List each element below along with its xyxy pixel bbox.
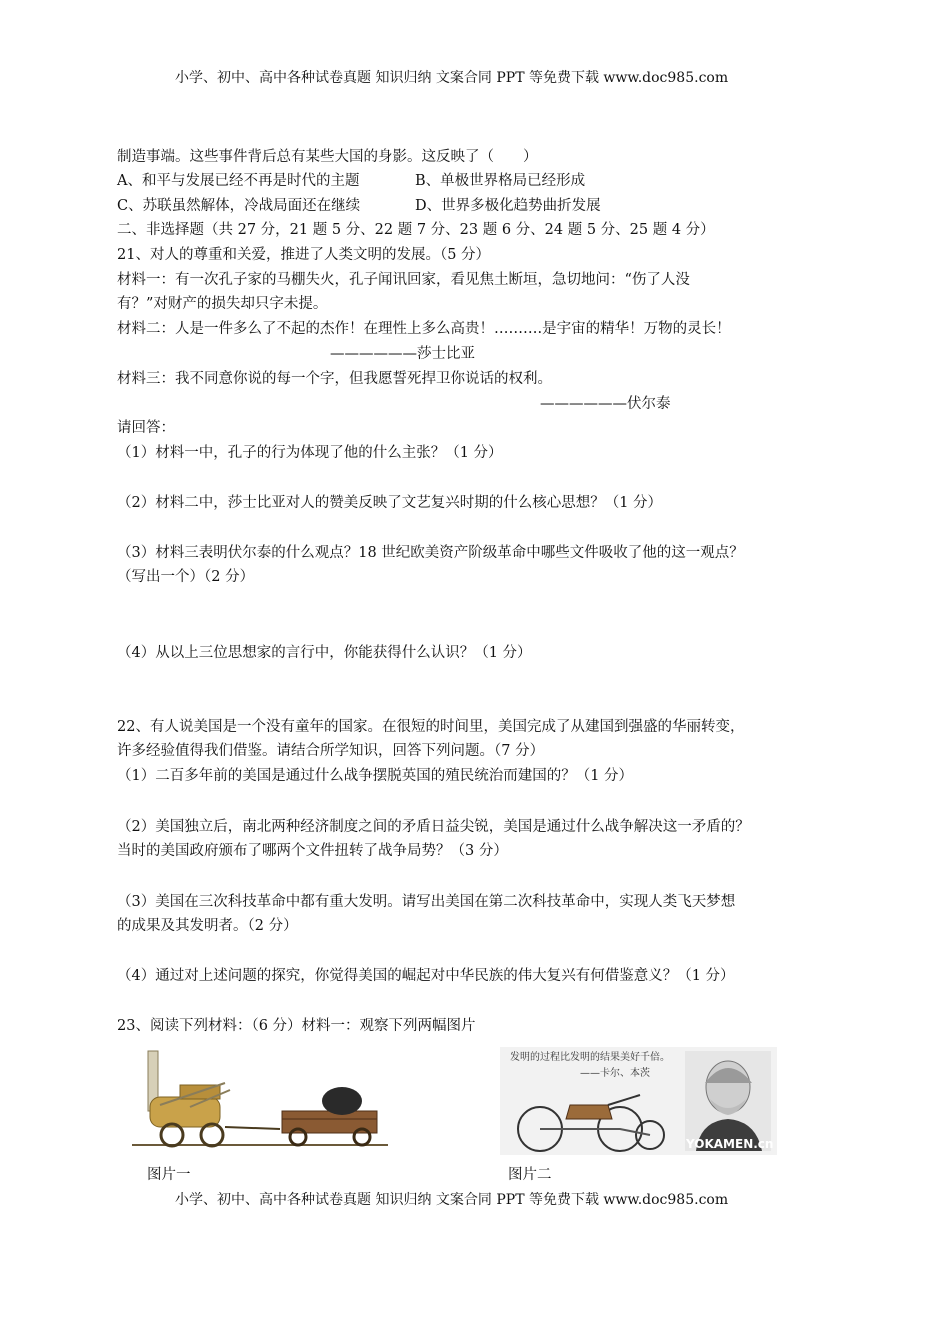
q21-material3: 材料三：我不同意你说的每一个字，但我愿誓死捍卫你说话的权利。 <box>117 371 552 387</box>
benz-quote: 发明的过程比发明的结果美好千倍。 <box>510 1052 670 1063</box>
q20-option-b: B、单极世界格局已经形成 <box>415 173 586 189</box>
q20-stem: 制造事端。这些事件背后总有某些大国的身影。这反映了（ ） <box>117 149 538 165</box>
q23-title: 23、阅读下列材料：（6 分）材料一：观察下列两幅图片 <box>117 1018 476 1034</box>
q21-sub1: （1）材料一中，孔子的行为体现了他的什么主张？（1 分） <box>117 445 503 461</box>
q21-sub3-line1: （3）材料三表明伏尔泰的什么观点？18 世纪欧美资产阶级革命中哪些文件吸收了他的这一观点？ <box>117 545 744 561</box>
page-footer: 小学、初中、高中各种试卷真题 知识归纳 文案合同 PPT 等免费下载 www.doc985.com <box>175 1192 729 1208</box>
q22-sub4: （4）通过对上述问题的探究，你觉得美国的崛起对中华民族的伟大复兴有何借鉴意义？（1 分） <box>117 968 735 984</box>
q20-option-c: C、苏联虽然解体，冷战局面还在继续 <box>117 198 361 214</box>
benz-quote-attribution: ——卡尔、本茨 <box>580 1068 650 1079</box>
q21-material2-source: ——————莎士比亚 <box>330 346 475 362</box>
q21-sub3-line2: （写出一个）（2 分） <box>117 569 255 585</box>
q20-option-d: D、世界多极化趋势曲折发展 <box>415 198 601 214</box>
q21-sub4: （4）从以上三位思想家的言行中，你能获得什么认识？（1 分） <box>117 645 532 661</box>
q21-sub2: （2）材料二中，莎士比亚对人的赞美反映了文艺复兴时期的什么核心思想？（1 分） <box>117 495 663 511</box>
q22-sub1: （1）二百多年前的美国是通过什么战争摆脱英国的殖民统治而建国的？（1 分） <box>117 768 634 784</box>
q21-material1-line2: 有？”对财产的损失却只字未提。 <box>117 296 328 312</box>
q22-sub2-line2: 当时的美国政府颁布了哪两个文件扭转了战争局势？（3 分） <box>117 843 508 859</box>
benz-car-image <box>500 1047 777 1155</box>
q21-title: 21、对人的尊重和关爱，推进了人类文明的发展。（5 分） <box>117 247 491 263</box>
q21-material1-line1: 材料一：有一次孔子家的马棚失火，孔子闻讯回家，看见焦土断垣，急切地问：“伤了人没 <box>117 272 690 288</box>
q22-title-line2: 许多经验值得我们借鉴。请结合所学知识，回答下列问题。（7 分） <box>117 743 545 759</box>
q22-sub2-line1: （2）美国独立后，南北两种经济制度之间的矛盾日益尖锐，美国是通过什么战争解决这一矛盾的？ <box>117 819 750 835</box>
locomotive-image <box>130 1045 390 1155</box>
section2-title: 二、非选择题（共 27 分，21 题 5 分、22 题 7 分、23 题 6 分、24 题 5 分、25 题 4 分） <box>117 222 715 238</box>
q23-caption1: 图片一 <box>147 1167 191 1183</box>
q21-material2: 材料二：人是一件多么了不起的杰作！在理性上多么高贵！……….是宇宙的精华！万物的灵长！ <box>117 321 731 337</box>
q21-prompt: 请回答： <box>117 420 175 436</box>
q22-sub3-line2: 的成果及其发明者。（2 分） <box>117 918 298 934</box>
q20-option-a: A、和平与发展已经不再是时代的主题 <box>117 173 360 189</box>
q21-material3-source: ——————伏尔泰 <box>540 396 671 412</box>
q22-sub3-line1: （3）美国在三次科技革命中都有重大发明。请写出美国在第二次科技革命中，实现人类飞天梦想 <box>117 894 736 910</box>
image-watermark: YOKAMEN.cn <box>686 1137 774 1151</box>
q23-caption2: 图片二 <box>508 1167 552 1183</box>
q22-title-line1: 22、有人说美国是一个没有童年的国家。在很短的时间里，美国完成了从建国到强盛的华丽转变， <box>117 719 745 735</box>
page-header: 小学、初中、高中各种试卷真题 知识归纳 文案合同 PPT 等免费下载 www.doc985.com <box>175 70 729 86</box>
